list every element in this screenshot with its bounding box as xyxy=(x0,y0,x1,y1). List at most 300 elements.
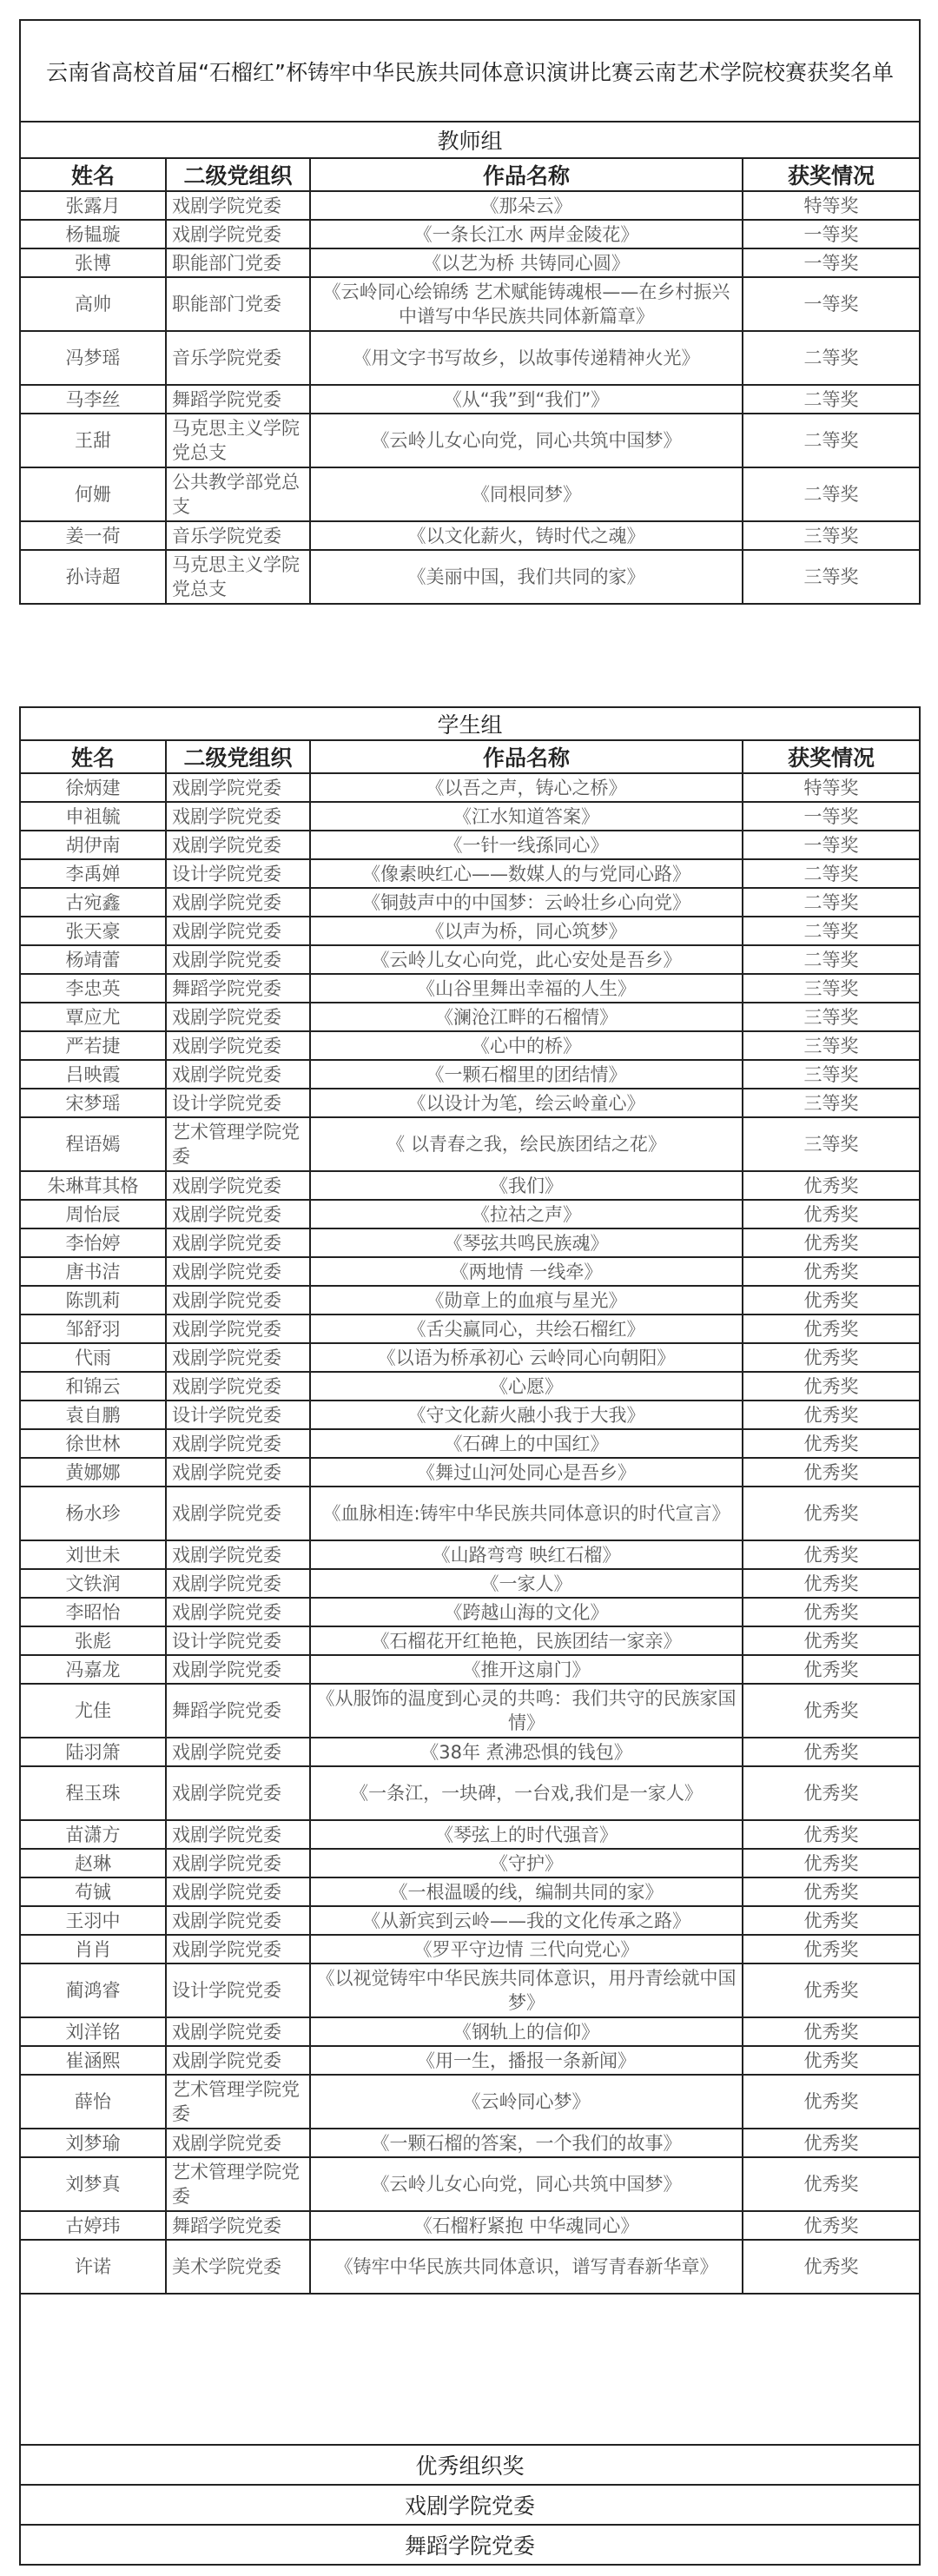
org-award-row xyxy=(20,2485,920,2525)
award-cell xyxy=(743,2129,920,2157)
award-cell-text: 优秀奖 xyxy=(803,1289,859,1311)
name-cell-text: 胡伊南 xyxy=(65,834,121,856)
table-row xyxy=(20,1343,920,1372)
name-cell-text: 古宛鑫 xyxy=(65,891,121,913)
table-row xyxy=(20,1117,920,1171)
name-cell-text: 吕映霞 xyxy=(65,1063,121,1085)
award-cell-text: 优秀奖 xyxy=(803,2050,859,2071)
table-row xyxy=(20,2046,920,2075)
award-cell-text: 优秀奖 xyxy=(803,1347,859,1368)
award-cell xyxy=(743,1766,920,1820)
award-cell xyxy=(743,2211,920,2240)
work-cell xyxy=(310,191,743,220)
org-cell xyxy=(166,1401,310,1429)
table-row xyxy=(20,1820,920,1849)
org-cell-text: 职能部门党委 xyxy=(172,252,281,274)
award-cell xyxy=(743,802,920,831)
org-cell-text: 戏剧学院党委 xyxy=(172,1910,281,1931)
header-org: 二级党组织 xyxy=(166,740,310,773)
work-cell xyxy=(310,1738,743,1766)
name-cell xyxy=(20,1906,166,1935)
work-cell xyxy=(310,802,743,831)
table-row xyxy=(20,1626,920,1655)
award-cell-text: 二等奖 xyxy=(803,920,859,942)
work-cell-text: 《血脉相连:铸牢中华民族共同体意识的时代宣言》 xyxy=(322,1503,730,1524)
header-work: 作品名称 xyxy=(310,158,743,191)
work-cell xyxy=(310,1458,743,1487)
work-cell-text: 《同根同梦》 xyxy=(472,484,581,505)
org-cell-text: 戏剧学院党委 xyxy=(172,1659,281,1680)
award-cell-text: 三等奖 xyxy=(803,1006,859,1028)
teacher-header-row xyxy=(20,158,920,191)
work-cell xyxy=(310,414,743,467)
award-cell xyxy=(743,2240,920,2294)
org-cell-text: 戏剧学院党委 xyxy=(172,223,281,245)
header-award: 获奖情况 xyxy=(743,158,920,191)
award-cell-text: 优秀奖 xyxy=(803,1881,859,1903)
work-cell xyxy=(310,2075,743,2129)
work-cell-text: 《石榴花开红艳艳，民族团结一家亲》 xyxy=(371,1630,682,1652)
award-cell xyxy=(743,1372,920,1401)
award-cell-text: 三等奖 xyxy=(803,1063,859,1085)
org-cell-text: 戏剧学院党委 xyxy=(172,1881,281,1903)
org-cell-text: 戏剧学院党委 xyxy=(172,1232,281,1254)
name-cell-text: 赵琳 xyxy=(75,1852,111,1874)
name-cell-text: 蔺鸿睿 xyxy=(65,1980,121,2001)
name-cell-text: 杨水珍 xyxy=(65,1503,121,1524)
award-cell-text: 优秀奖 xyxy=(803,1700,859,1721)
award-cell xyxy=(743,1257,920,1286)
name-cell xyxy=(20,1286,166,1314)
name-cell-text: 崔涵熙 xyxy=(65,2050,121,2071)
work-cell-text: 《从“我”到“我们”》 xyxy=(443,388,610,410)
table-row xyxy=(20,859,920,888)
award-cell xyxy=(743,1540,920,1569)
award-cell xyxy=(743,385,920,414)
work-cell-text: 《一家人》 xyxy=(480,1573,572,1594)
award-cell-text: 优秀奖 xyxy=(803,1573,859,1594)
work-cell xyxy=(310,1117,743,1171)
work-cell xyxy=(310,1089,743,1117)
work-cell xyxy=(310,2211,743,2240)
name-cell-text: 邹舒羽 xyxy=(65,1318,121,1340)
name-cell xyxy=(20,1228,166,1257)
table-row xyxy=(20,1286,920,1314)
table-row xyxy=(20,2240,920,2294)
org-cell-text: 戏剧学院党委 xyxy=(172,1503,281,1524)
name-cell-text: 陈凯莉 xyxy=(65,1289,121,1311)
work-cell xyxy=(310,945,743,974)
work-cell-text: 《用一生，播报一条新闻》 xyxy=(417,2050,636,2071)
work-cell xyxy=(310,1171,743,1200)
name-cell-text: 李昭怡 xyxy=(65,1601,121,1623)
org-cell-text: 戏剧学院党委 xyxy=(172,1375,281,1397)
work-cell-text: 《澜沧江畔的石榴情》 xyxy=(435,1006,618,1028)
work-cell-text: 《以吾之声，铸心之桥》 xyxy=(426,777,627,798)
name-cell xyxy=(20,1117,166,1171)
org-cell-text: 戏剧学院党委 xyxy=(172,891,281,913)
table-row xyxy=(20,2157,920,2211)
org-cell xyxy=(166,1200,310,1228)
award-cell xyxy=(743,1906,920,1935)
work-cell-text: 《拉祜之声》 xyxy=(472,1203,581,1225)
page-title: 云南省高校首届“石榴红”杯铸牢中华民族共同体意识演讲比赛云南艺术学院校赛获奖名单 xyxy=(20,20,920,122)
org-cell xyxy=(166,220,310,248)
org-cell-text: 戏剧学院党委 xyxy=(172,1741,281,1763)
name-cell-text: 马李丝 xyxy=(65,388,121,410)
header-org: 二级党组织 xyxy=(166,158,310,191)
org-cell-text: 戏剧学院党委 xyxy=(172,920,281,942)
org-cell xyxy=(166,1458,310,1487)
work-cell xyxy=(310,1906,743,1935)
award-cell xyxy=(743,974,920,1003)
award-cell-text: 特等奖 xyxy=(803,777,859,798)
table-row xyxy=(20,1738,920,1766)
award-cell xyxy=(743,1626,920,1655)
name-cell-text: 和锦云 xyxy=(65,1375,121,1397)
org-award-item: 戏剧学院党委 xyxy=(20,2485,920,2525)
table-row xyxy=(20,467,920,521)
name-cell xyxy=(20,1935,166,1963)
org-award-header xyxy=(20,2445,920,2485)
award-cell-text: 优秀奖 xyxy=(803,1232,859,1254)
name-cell xyxy=(20,1963,166,2017)
work-cell xyxy=(310,331,743,385)
name-cell xyxy=(20,2129,166,2157)
work-cell xyxy=(310,1372,743,1401)
work-cell xyxy=(310,831,743,859)
name-cell-text: 覃应尤 xyxy=(65,1006,121,1028)
org-cell xyxy=(166,1031,310,1060)
name-cell xyxy=(20,888,166,917)
table-row xyxy=(20,248,920,277)
award-cell-text: 三等奖 xyxy=(803,977,859,999)
org-cell xyxy=(166,1626,310,1655)
table-row xyxy=(20,385,920,414)
award-cell xyxy=(743,1343,920,1372)
org-cell xyxy=(166,2075,310,2129)
org-cell xyxy=(166,1598,310,1626)
award-cell xyxy=(743,1820,920,1849)
org-cell xyxy=(166,467,310,521)
name-cell xyxy=(20,1820,166,1849)
section-gap xyxy=(19,605,919,706)
table-row xyxy=(20,1458,920,1487)
work-cell xyxy=(310,1849,743,1877)
table-row xyxy=(20,1003,920,1031)
work-cell xyxy=(310,2046,743,2075)
work-cell-text: 《我们》 xyxy=(490,1175,563,1196)
work-cell-text: 《石榴籽紧抱 中华魂同心》 xyxy=(413,2215,639,2236)
name-cell xyxy=(20,277,166,331)
name-cell xyxy=(20,1655,166,1684)
name-cell xyxy=(20,248,166,277)
work-cell-text: 《云岭儿女心向党，此心安处是吾乡》 xyxy=(371,949,682,970)
org-cell xyxy=(166,2240,310,2294)
name-cell xyxy=(20,331,166,385)
name-cell-text: 黄娜娜 xyxy=(65,1461,121,1483)
org-cell-text: 戏剧学院党委 xyxy=(172,777,281,798)
table-row xyxy=(20,1569,920,1598)
org-cell xyxy=(166,1372,310,1401)
work-cell xyxy=(310,2157,743,2211)
work-cell-text: 《山路弯弯 映红石榴》 xyxy=(432,1544,621,1566)
name-cell xyxy=(20,1060,166,1089)
award-cell-text: 优秀奖 xyxy=(803,1461,859,1483)
org-cell xyxy=(166,1171,310,1200)
org-cell xyxy=(166,945,310,974)
name-cell xyxy=(20,1401,166,1429)
name-cell xyxy=(20,191,166,220)
name-cell xyxy=(20,1458,166,1487)
award-cell xyxy=(743,1935,920,1963)
org-award-item: 舞蹈学院党委 xyxy=(20,2525,920,2565)
header-work: 作品名称 xyxy=(310,740,743,773)
name-cell-text: 张天豪 xyxy=(65,920,121,942)
award-cell-text: 三等奖 xyxy=(803,1092,859,1114)
name-cell xyxy=(20,802,166,831)
name-cell-text: 高帅 xyxy=(75,294,111,315)
work-cell-text: 《38年 煮沸恐惧的钱包》 xyxy=(420,1741,632,1763)
award-cell-text: 二等奖 xyxy=(803,863,859,884)
org-cell xyxy=(166,1003,310,1031)
name-cell xyxy=(20,385,166,414)
table-row xyxy=(20,2017,920,2046)
org-cell-text: 舞蹈学院党委 xyxy=(172,388,281,410)
work-cell xyxy=(310,1286,743,1314)
org-cell xyxy=(166,1314,310,1343)
work-cell-text: 《铸牢中华民族共同体意识，谱写青春新华章》 xyxy=(334,2256,718,2277)
award-cell xyxy=(743,1684,920,1738)
work-cell xyxy=(310,773,743,802)
work-cell-text: 《云岭儿女心向党，同心共筑中国梦》 xyxy=(371,430,682,451)
work-cell-text: 《钢轨上的信仰》 xyxy=(453,2021,599,2043)
work-cell-text: 《石碑上的中国红》 xyxy=(444,1433,609,1454)
org-cell-text: 职能部门党委 xyxy=(172,294,281,315)
work-cell-text: 《云岭同心绘锦绣 艺术赋能铸魂根——在乡村振兴中谱写中华民族共同体新篇章》 xyxy=(322,281,730,327)
header-name: 姓名 xyxy=(20,158,166,191)
work-cell xyxy=(310,1257,743,1286)
work-cell xyxy=(310,1963,743,2017)
org-cell-text: 戏剧学院党委 xyxy=(172,2021,281,2043)
award-cell xyxy=(743,917,920,945)
work-cell xyxy=(310,220,743,248)
work-cell-text: 《推开这扇门》 xyxy=(462,1659,591,1680)
work-cell-text: 《一针一线孫同心》 xyxy=(444,834,609,856)
table-row xyxy=(20,1171,920,1200)
work-cell-text: 《一条长江水 两岸金陵花》 xyxy=(413,223,639,245)
org-cell-text: 艺术管理学院党委 xyxy=(172,2079,300,2124)
award-cell xyxy=(743,1877,920,1906)
org-cell xyxy=(166,1684,310,1738)
name-cell xyxy=(20,2017,166,2046)
table-row xyxy=(20,1314,920,1343)
award-cell xyxy=(743,1031,920,1060)
name-cell xyxy=(20,1540,166,1569)
work-cell-text: 《云岭同心梦》 xyxy=(462,2091,591,2112)
work-cell-text: 《那朵云》 xyxy=(480,195,572,216)
org-cell-text: 戏剧学院党委 xyxy=(172,1938,281,1960)
award-cell xyxy=(743,1171,920,1200)
name-cell xyxy=(20,1684,166,1738)
org-cell xyxy=(166,2129,310,2157)
work-cell xyxy=(310,1314,743,1343)
work-cell-text: 《一条江，一块碑，一台戏,我们是一家人》 xyxy=(350,1783,703,1804)
name-cell xyxy=(20,2046,166,2075)
work-cell-text: 《琴弦共鸣民族魂》 xyxy=(444,1232,609,1254)
org-cell-text: 艺术管理学院党委 xyxy=(172,2162,300,2207)
award-cell xyxy=(743,414,920,467)
name-cell-text: 王羽中 xyxy=(65,1910,121,1931)
name-cell xyxy=(20,1598,166,1626)
name-cell-text: 程语嫣 xyxy=(65,1134,121,1155)
award-cell xyxy=(743,1003,920,1031)
name-cell-text: 刘洋铭 xyxy=(65,2021,121,2043)
name-cell-text: 陆羽箫 xyxy=(65,1741,121,1763)
table-row xyxy=(20,888,920,917)
name-cell-text: 尤佳 xyxy=(75,1700,111,1721)
work-cell xyxy=(310,1003,743,1031)
org-cell xyxy=(166,1906,310,1935)
work-cell xyxy=(310,1031,743,1060)
table-row xyxy=(20,2129,920,2157)
award-cell xyxy=(743,550,920,604)
org-cell xyxy=(166,191,310,220)
name-cell xyxy=(20,773,166,802)
name-cell-text: 徐炳建 xyxy=(65,777,121,798)
name-cell-text: 刘世未 xyxy=(65,1544,121,1566)
work-cell xyxy=(310,2129,743,2157)
table-row xyxy=(20,1487,920,1540)
award-cell xyxy=(743,1458,920,1487)
org-cell-text: 戏剧学院党委 xyxy=(172,1601,281,1623)
name-cell xyxy=(20,1089,166,1117)
work-cell-text: 《从新宾到云岭——我的文化传承之路》 xyxy=(362,1910,690,1931)
name-cell xyxy=(20,831,166,859)
work-cell xyxy=(310,1935,743,1963)
award-cell xyxy=(743,467,920,521)
award-cell-text: 优秀奖 xyxy=(803,2215,859,2236)
name-cell-text: 孙诗超 xyxy=(65,566,121,587)
table-row xyxy=(20,2211,920,2240)
work-cell-text: 《山谷里舞出幸福的人生》 xyxy=(417,977,636,999)
work-cell xyxy=(310,385,743,414)
org-cell xyxy=(166,1738,310,1766)
name-cell xyxy=(20,1849,166,1877)
award-cell xyxy=(743,521,920,550)
org-cell-text: 戏剧学院党委 xyxy=(172,1175,281,1196)
org-cell xyxy=(166,1089,310,1117)
work-cell xyxy=(310,859,743,888)
work-cell-text: 《以艺为桥 共铸同心圆》 xyxy=(423,252,630,274)
award-cell xyxy=(743,220,920,248)
blank-row xyxy=(20,2294,920,2445)
org-cell-text: 公共教学部党总支 xyxy=(172,472,300,517)
org-cell-text: 戏剧学院党委 xyxy=(172,834,281,856)
work-cell-text: 《以文化薪火，铸时代之魂》 xyxy=(407,525,645,546)
award-cell-text: 二等奖 xyxy=(803,949,859,970)
award-cell xyxy=(743,1598,920,1626)
org-cell xyxy=(166,550,310,604)
student-table xyxy=(19,706,921,2566)
work-cell xyxy=(310,1228,743,1257)
org-cell xyxy=(166,1849,310,1877)
table-row xyxy=(20,1877,920,1906)
award-cell xyxy=(743,1487,920,1540)
table-row xyxy=(20,550,920,604)
work-cell xyxy=(310,1569,743,1598)
org-cell xyxy=(166,414,310,467)
org-cell xyxy=(166,2017,310,2046)
award-cell-text: 优秀奖 xyxy=(803,2174,859,2195)
work-cell-text: 《心中的桥》 xyxy=(472,1035,581,1056)
award-cell-text: 一等奖 xyxy=(803,223,859,245)
work-cell-text: 《铜鼓声中的中国梦：云岭壮乡心向党》 xyxy=(362,891,690,913)
name-cell xyxy=(20,414,166,467)
award-cell-text: 优秀奖 xyxy=(803,2132,859,2154)
name-cell-text: 李忠英 xyxy=(65,977,121,999)
org-cell-text: 设计学院党委 xyxy=(172,1630,281,1652)
award-cell-text: 三等奖 xyxy=(803,1035,859,1056)
award-cell xyxy=(743,1286,920,1314)
table-row xyxy=(20,945,920,974)
name-cell-text: 杨靖蕾 xyxy=(65,949,121,970)
work-cell xyxy=(310,1540,743,1569)
name-cell-text: 苗潇方 xyxy=(65,1824,121,1845)
work-cell xyxy=(310,2240,743,2294)
work-cell-text: 《舞过山河处同心是吾乡》 xyxy=(417,1461,636,1483)
org-cell-text: 马克思主义学院党总支 xyxy=(172,418,300,463)
award-cell-text: 一等奖 xyxy=(803,805,859,827)
work-cell-text: 《像素映红心——数媒人的与党同心路》 xyxy=(362,863,690,884)
award-cell xyxy=(743,1655,920,1684)
award-cell-text: 二等奖 xyxy=(803,388,859,410)
org-cell-text: 戏剧学院党委 xyxy=(172,1824,281,1845)
table-row xyxy=(20,1228,920,1257)
work-cell-text: 《一颗石榴里的团结情》 xyxy=(426,1063,627,1085)
award-cell-text: 优秀奖 xyxy=(803,1503,859,1524)
org-cell-text: 戏剧学院党委 xyxy=(172,1544,281,1566)
award-cell-text: 优秀奖 xyxy=(803,2256,859,2277)
work-cell xyxy=(310,550,743,604)
org-cell-text: 马克思主义学院党总支 xyxy=(172,554,300,599)
org-cell xyxy=(166,385,310,414)
award-cell xyxy=(743,1200,920,1228)
table-row xyxy=(20,277,920,331)
award-cell xyxy=(743,773,920,802)
name-cell xyxy=(20,859,166,888)
work-cell-text: 《两地情 一线牵》 xyxy=(450,1261,603,1282)
work-cell-text: 《以设计为笔，绘云岭童心》 xyxy=(407,1092,645,1114)
name-cell-text: 李怡婷 xyxy=(65,1232,121,1254)
org-cell-text: 戏剧学院党委 xyxy=(172,805,281,827)
org-cell xyxy=(166,277,310,331)
work-cell xyxy=(310,1877,743,1906)
org-cell-text: 音乐学院党委 xyxy=(172,348,281,368)
table-row xyxy=(20,974,920,1003)
table-row xyxy=(20,1031,920,1060)
org-cell xyxy=(166,831,310,859)
name-cell xyxy=(20,945,166,974)
work-cell-text: 《以声为桥，同心筑梦》 xyxy=(426,920,627,942)
org-cell-text: 戏剧学院党委 xyxy=(172,1289,281,1311)
table-row xyxy=(20,2075,920,2129)
work-cell xyxy=(310,1343,743,1372)
work-cell xyxy=(310,2017,743,2046)
org-cell-text: 戏剧学院党委 xyxy=(172,1203,281,1225)
award-cell-text: 优秀奖 xyxy=(803,1938,859,1960)
award-cell-text: 二等奖 xyxy=(803,484,859,505)
